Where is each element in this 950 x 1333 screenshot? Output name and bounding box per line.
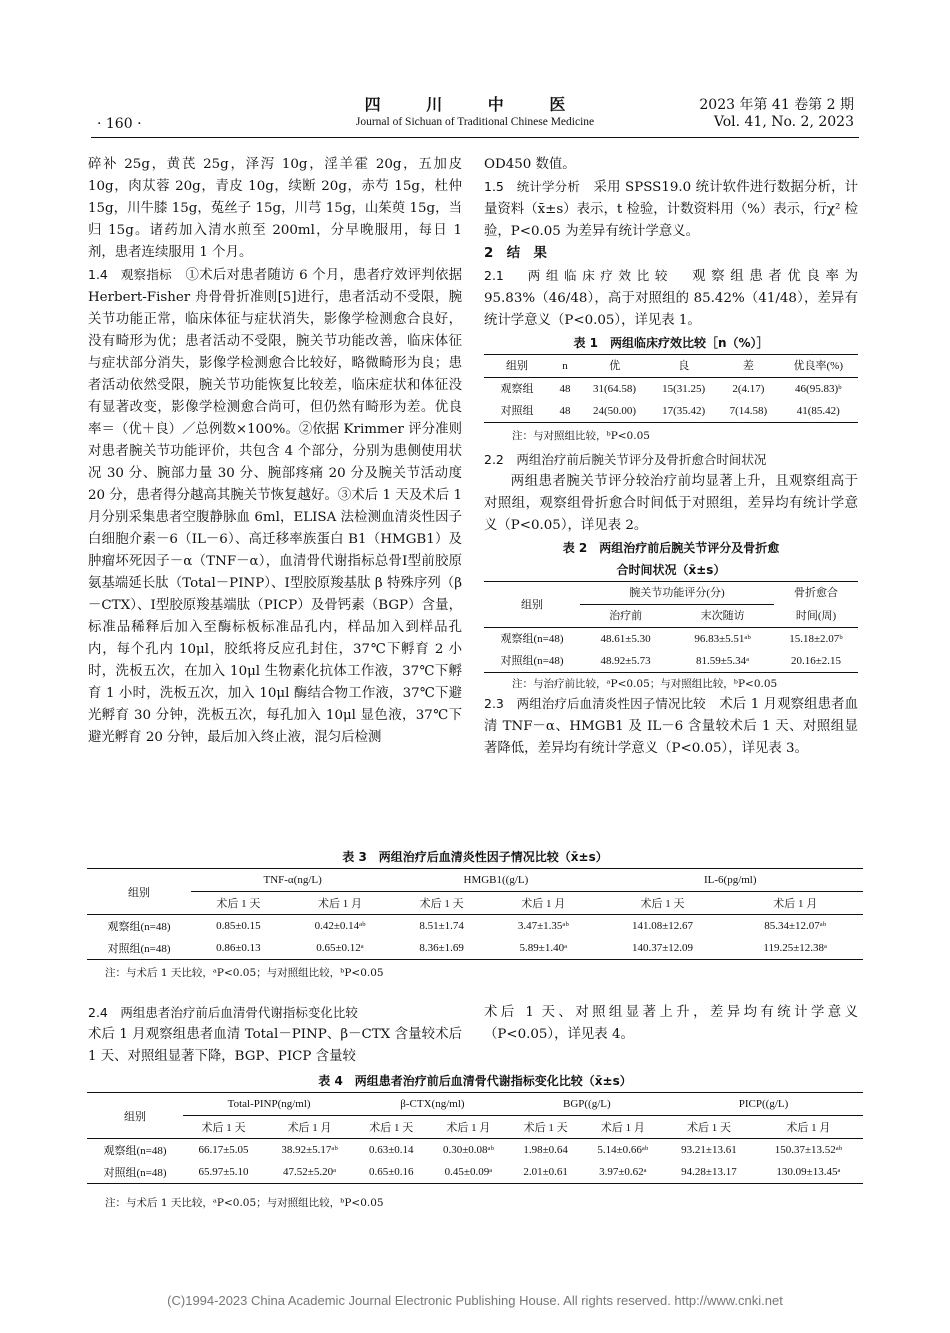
table3 xyxy=(87,868,863,960)
table4-subheader: 术后 1 月 xyxy=(446,1122,491,1134)
paragraph-od450: OD450 数值。 xyxy=(484,157,576,172)
table3-cell: 0.65±0.12ᵃ xyxy=(316,942,364,954)
table3-cell: 0.85±0.15 xyxy=(216,920,261,932)
table4-cell: 38.92±5.17ᵃᵇ xyxy=(281,1144,338,1156)
table1-caption: 表 1 两组临床疗效比较［n（%）］ xyxy=(573,336,769,350)
section-2-1-heading: 2.1 两组临床疗效比较 xyxy=(484,268,674,283)
table1-header-cell: 良 xyxy=(678,360,690,372)
table4-caption: 表 4 两组患者治疗前后血清骨代谢指标变化比较（x̄±s） xyxy=(318,1074,632,1088)
table1-cell: 17(35.42) xyxy=(662,405,706,417)
table4-cell: 0.30±0.08ᵃᵇ xyxy=(442,1144,494,1156)
table3-cell: 85.34±12.07ᵃᵇ xyxy=(764,920,827,932)
table4-cell: 93.21±13.61 xyxy=(681,1144,737,1156)
table-row xyxy=(484,400,858,423)
table4-cell: 0.45±0.09ᵃ xyxy=(444,1166,493,1178)
table2 xyxy=(484,581,858,673)
page-number: · 160 · xyxy=(97,116,142,132)
section-1-4-body: ①术后对患者随访 6 个月，患者疗效评判依据 Herbert-Fisher 舟骨骨折准则[5]进行，患者活动不受限，腕关节功能正常，临床体征与症状消失，影像学检测愈合良好，没有畸形为优；患者活动不受限，腕关节功能改善，临床体征与症状部分消失，影像学检测愈合比较好，略微畸形为良；患者活动依然受限，腕关节功能恢复比较差，临床症状和体征没有显著改变，影像学检测愈合尚可，但仍然有畸形为差。优良率＝（优＋良）／总例数×100%。②依据 Krimmer 评分准则对患者腕关节功能评价，共包含 4 个部分，分别为患侧使用状况 30 分、腕部力量 30 分、腕部疼痛 20 分及腕关节活动度 20 分，患者得分越高其腕关节恢复越好。③术后 1 天及术后 1 月分别采集患者空腹静脉血 6ml，ELISA 法检测血清炎性因子白细胞介素－6（IL－6）、高迁移率族蛋白 B1（HMGB1）及肿瘤坏死因子－α（TNF－α），血清骨代谢指标总骨Ⅰ型前胶原氨基端延长肽（Total－PINP）、Ⅰ型胶原羧基肽 β 特殊序列（β－CTX）、Ⅰ型胶原羧基端肽（PICP）及骨钙素（BGP）含量，标准品稀释后加入至酶标板标准品孔内，样品加入到样品孔内，每个孔内 10μl，胶纸将反应孔封住，37℃下孵育 2 小时，洗板五次，在加入 10μl 生物素化抗体工作液，37℃下孵育 1 小时，洗板五次，加入 10μl 酶结合物工作液，37℃下避光孵育 30 分钟，洗板五次，每孔加入 10μl 显色液，37℃下避光孵育 20 分钟，最后加入终止液，混匀后检测 xyxy=(88,268,463,745)
table1-cell: 48 xyxy=(559,383,571,395)
table4-subheader: 术后 1 月 xyxy=(600,1122,645,1134)
table2-cell: 48.61±5.30 xyxy=(600,633,651,645)
table4-cell: 2.01±0.61 xyxy=(523,1166,568,1178)
table2-header-group: 组别 xyxy=(484,582,580,628)
table1-cell: 2(4.17) xyxy=(732,383,765,395)
table-row xyxy=(87,915,863,938)
table4-subheader: 术后 1 天 xyxy=(686,1122,731,1134)
table3-header-il6: IL-6(pg/ml) xyxy=(598,869,863,892)
table3-cell: 8.36±1.69 xyxy=(419,942,464,954)
section-1-5-body: 采用 SPSS19.0 统计软件进行数据分析，计量资料（x̄±s）表示，t 检验，计数资料用（%）表示，行χ² 检验，P<0.05 为差异有统计学意义。 xyxy=(484,180,859,239)
table2-cell: 96.83±5.51ᵃᵇ xyxy=(694,633,751,645)
table3-subheader: 术后 1 月 xyxy=(773,898,818,910)
table1-cell: 41(85.42) xyxy=(796,405,840,417)
left-column xyxy=(88,154,462,749)
section-2-4-heading: 2.4 两组患者治疗前后血清骨代谢指标变化比较 xyxy=(88,1005,358,1020)
table-row xyxy=(87,1139,863,1162)
table1-cell: 31(64.58) xyxy=(593,383,637,395)
section-2-1 xyxy=(484,265,858,332)
table-row xyxy=(484,628,858,651)
table4-cell: 对照组(n=48) xyxy=(103,1167,167,1179)
table-row xyxy=(87,937,863,960)
table1-cell: 观察组 xyxy=(500,383,534,395)
table4-block xyxy=(87,1070,863,1212)
table1-cell: 对照组 xyxy=(500,405,534,417)
table3-cell: 观察组(n=48) xyxy=(107,921,171,933)
section-2-4-left xyxy=(88,1002,462,1068)
table1-note: 注：与对照组比较，ᵇP<0.05 xyxy=(512,430,650,442)
table4-cell: 94.28±13.17 xyxy=(681,1166,737,1178)
table1-cell: 48 xyxy=(559,405,571,417)
table4-subheader: 术后 1 天 xyxy=(201,1122,246,1134)
table4-cell: 66.17±5.05 xyxy=(198,1144,249,1156)
table3-cell: 5.89±1.40ᵃ xyxy=(519,942,568,954)
table4-header-group: 组别 xyxy=(87,1093,183,1139)
table-row xyxy=(484,650,858,673)
table3-cell: 对照组(n=48) xyxy=(107,943,171,955)
issue-info-en: Vol. 41, No. 2, 2023 xyxy=(713,114,854,130)
table3-subheader: 术后 1 月 xyxy=(521,898,566,910)
table3-caption: 表 3 两组治疗后血清炎性因子情况比较（x̄±s） xyxy=(342,850,608,864)
table2-header-time1: 骨折愈合 xyxy=(794,587,838,600)
table2-caption-line1: 表 2 两组治疗前后腕关节评分及骨折愈 xyxy=(562,541,780,555)
table3-cell: 0.42±0.14ᵃᵇ xyxy=(314,920,366,932)
table4-header-ctx: β-CTX(ng/ml) xyxy=(355,1093,509,1116)
table3-cell: 8.51±1.74 xyxy=(419,920,464,932)
table2-cell: 81.59±5.34ᵃ xyxy=(696,655,750,667)
table4-header-pinp: Total-PINP(ng/ml) xyxy=(183,1093,355,1116)
table1-header-cell: 优 xyxy=(609,360,621,372)
table3-cell: 119.25±12.38ᵃ xyxy=(763,942,828,954)
table4-cell: 观察组(n=48) xyxy=(103,1145,167,1157)
table3-subheader: 术后 1 天 xyxy=(216,898,261,910)
issue-info-cn: 2023 年第 41 卷第 2 期 xyxy=(699,97,854,113)
table4-cell: 130.09±13.45ᵃ xyxy=(776,1166,841,1178)
section-2-4-right xyxy=(484,1002,858,1046)
section-2-3 xyxy=(484,693,858,760)
table-row xyxy=(484,378,858,401)
table2-caption-line2: 合时间状况（x̄±s） xyxy=(616,563,726,577)
table-row xyxy=(87,1161,863,1184)
section-1-5-heading: 1.5 统计学分析 xyxy=(484,179,580,194)
section-1-5 xyxy=(484,176,858,243)
section-2-3-heading: 2.3 两组治疗后血清炎性因子情况比较 xyxy=(484,696,706,711)
section-2-3-body: 术后 1 月观察组患者血清 TNF－α、HMGB1 及 IL－6 含量较术后 1 天、对照组显著降低，差异均有统计学意义（P<0.05），详见表 3。 xyxy=(484,697,858,756)
table2-cell: 48.92±5.73 xyxy=(600,655,651,667)
table3-cell: 140.37±12.09 xyxy=(631,942,694,954)
table2-header-after: 末次随访 xyxy=(700,610,745,622)
table3-header-hmgb1: HMGB1((g/L) xyxy=(394,869,597,892)
table4-subheader: 术后 1 天 xyxy=(369,1122,414,1134)
right-column xyxy=(484,154,858,760)
table2-cell: 观察组(n=48) xyxy=(500,633,564,645)
table4-cell: 0.63±0.14 xyxy=(368,1144,414,1156)
section-2-2-heading: 2.2 两组治疗前后腕关节评分及骨折愈合时间状况 xyxy=(484,452,767,467)
table4-cell: 5.14±0.66ᵃᵇ xyxy=(597,1144,649,1156)
section-1-4-heading: 1.4 观察指标 xyxy=(88,267,172,282)
table3-note: 注：与术后 1 天比较，ᵃP<0.05；与对照组比较，ᵇP<0.05 xyxy=(105,967,384,979)
table3-cell: 3.47±1.35ᵃᵇ xyxy=(517,920,569,932)
table3-subheader: 术后 1 月 xyxy=(318,898,363,910)
table1-cell: 46(95.83)ᵇ xyxy=(795,383,842,395)
journal-title-cn: 四 川 中 医 xyxy=(364,95,586,114)
table4-cell: 0.65±0.16 xyxy=(368,1166,414,1178)
section-2-1-body: 观察组患者优良率为 95.83%（46/48），高于对照组的 85.42%（41/48），差异有统计学意义（P<0.05），详见表 1。 xyxy=(484,269,859,328)
journal-title-en: Journal of Sichuan of Traditional Chinese Medicine xyxy=(355,116,595,128)
table2-header-score: 腕关节功能评分(分) xyxy=(580,582,774,605)
table4 xyxy=(87,1092,863,1184)
table3-block xyxy=(87,846,863,982)
section-2-heading: 2 结 果 xyxy=(484,246,547,261)
table1-header-cell: 优良率(%) xyxy=(793,360,844,372)
table2-cell: 对照组(n=48) xyxy=(500,655,564,667)
table2-note: 注：与治疗前比较，ᵃP<0.05；与对照组比较，ᵇP<0.05 xyxy=(512,678,778,690)
table3-subheader: 术后 1 天 xyxy=(640,898,685,910)
table2-cell: 15.18±2.07ᵇ xyxy=(789,633,843,645)
table4-header-picp: PICP((g/L) xyxy=(664,1093,863,1116)
table4-subheader: 术后 1 月 xyxy=(287,1122,332,1134)
table4-subheader: 术后 1 天 xyxy=(523,1122,568,1134)
table2-header-time2: 时间(周) xyxy=(795,609,837,622)
table4-note: 注：与术后 1 天比较，ᵃP<0.05；与对照组比较，ᵇP<0.05 xyxy=(105,1197,384,1209)
table3-header-group: 组别 xyxy=(87,869,191,915)
table1-cell: 15(31.25) xyxy=(662,383,706,395)
table1-cell: 24(50.00) xyxy=(593,405,637,417)
table1-header-cell: 差 xyxy=(742,360,754,372)
section-1-4 xyxy=(88,264,462,749)
table2-header-before: 治疗前 xyxy=(609,610,643,622)
section-2-2-body: 两组患者腕关节评分较治疗前均显著上升，且观察组高于对照组，观察组骨折愈合时间低于对照组，差异均有统计学意义（P<0.05），详见表 2。 xyxy=(484,474,858,533)
table3-cell: 0.86±0.13 xyxy=(216,942,261,954)
table2-cell: 20.16±2.15 xyxy=(790,655,842,667)
section-2-4-body-right: 术后 1 天、对照组显著上升，差异均有统计学意义（P<0.05），详见表 4。 xyxy=(484,1005,858,1042)
table4-cell: 150.37±13.52ᵃᵇ xyxy=(774,1144,843,1156)
table3-cell: 141.08±12.67 xyxy=(631,920,694,932)
table1-header-cell: n xyxy=(562,360,568,372)
paragraph-herbs: 碎补 25g，黄芪 25g，泽泻 10g，淫羊霍 20g，五加皮 10g，肉苁蓉 20g，青皮 10g，续断 20g，赤芍 15g，杜仲 15g，川牛膝 15g，菟丝子 15g，川芎 15g，山茱萸 15g，当归 15g。诸药加入清水煎至 200ml，分早晚服用，每日 1 剂，患者连续服用 1 个月。 xyxy=(88,157,462,260)
header-rule xyxy=(91,137,859,138)
table4-cell: 47.52±5.20ᵃ xyxy=(283,1166,337,1178)
table3-subheader: 术后 1 天 xyxy=(419,898,464,910)
table4-cell: 65.97±5.10 xyxy=(198,1166,249,1178)
table1 xyxy=(484,354,858,423)
table4-header-bgp: BGP((g/L) xyxy=(510,1093,664,1116)
table3-header-tnf: TNF-α(ng/L) xyxy=(191,869,394,892)
section-2-4-body-left: 术后 1 月观察组患者血清 Total－PINP、β－CTX 含量较术后 1 天、对照组显著下降，BGP、PICP 含量较 xyxy=(88,1027,462,1064)
table4-subheader: 术后 1 月 xyxy=(786,1122,831,1134)
table1-cell: 7(14.58) xyxy=(729,405,768,417)
table1-header-cell: 组别 xyxy=(506,360,528,372)
copyright-footer: (C)1994-2023 China Academic Journal Electronic Publishing House. All rights reserved. http://www.cnki.net xyxy=(167,1293,783,1308)
table4-cell: 3.97±0.62ᵃ xyxy=(599,1166,647,1178)
table4-cell: 1.98±0.64 xyxy=(523,1144,568,1156)
